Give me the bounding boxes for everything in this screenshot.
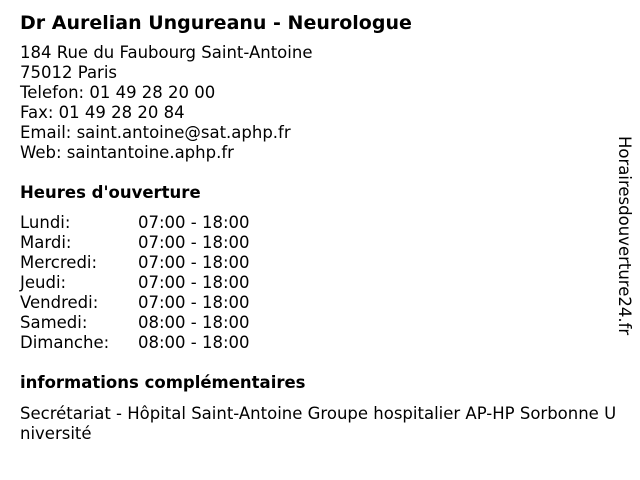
time-range: 07:00 - 18:00 — [138, 233, 250, 252]
address-city: 75012 Paris — [20, 63, 118, 82]
address-street: 184 Rue du Faubourg Saint-Antoine — [20, 43, 313, 62]
day-label: Mardi: — [20, 233, 72, 252]
page-title: Dr Aurelian Ungureanu - Neurologue — [20, 12, 412, 34]
fax-line: Fax: 01 49 28 20 84 — [20, 103, 185, 122]
site-watermark: Horairesdouverture24.fr — [615, 136, 634, 336]
time-range: 08:00 - 18:00 — [138, 333, 250, 352]
day-label: Samedi: — [20, 313, 88, 332]
day-label: Vendredi: — [20, 293, 99, 312]
time-range: 07:00 - 18:00 — [138, 213, 250, 232]
day-label: Lundi: — [20, 213, 71, 232]
time-range: 08:00 - 18:00 — [138, 313, 250, 332]
opening-hours-heading: Heures d'ouverture — [20, 183, 201, 202]
time-range: 07:00 - 18:00 — [138, 253, 250, 272]
additional-info-text: Secrétariat - Hôpital Saint-Antoine Groupe hospitalier AP-HP Sorbonne Université — [20, 404, 617, 443]
additional-info-heading: informations complémentaires — [20, 373, 306, 392]
day-label: Jeudi: — [20, 273, 67, 292]
web-line[interactable]: Web: saintantoine.aphp.fr — [20, 143, 234, 162]
email-line[interactable]: Email: saint.antoine@sat.aphp.fr — [20, 123, 291, 142]
time-range: 07:00 - 18:00 — [138, 273, 250, 292]
phone-line[interactable]: Telefon: 01 49 28 20 00 — [20, 83, 216, 102]
time-range: 07:00 - 18:00 — [138, 293, 250, 312]
contact-block — [20, 43, 312, 163]
day-label: Mercredi: — [20, 253, 98, 272]
day-label: Dimanche: — [20, 333, 110, 352]
